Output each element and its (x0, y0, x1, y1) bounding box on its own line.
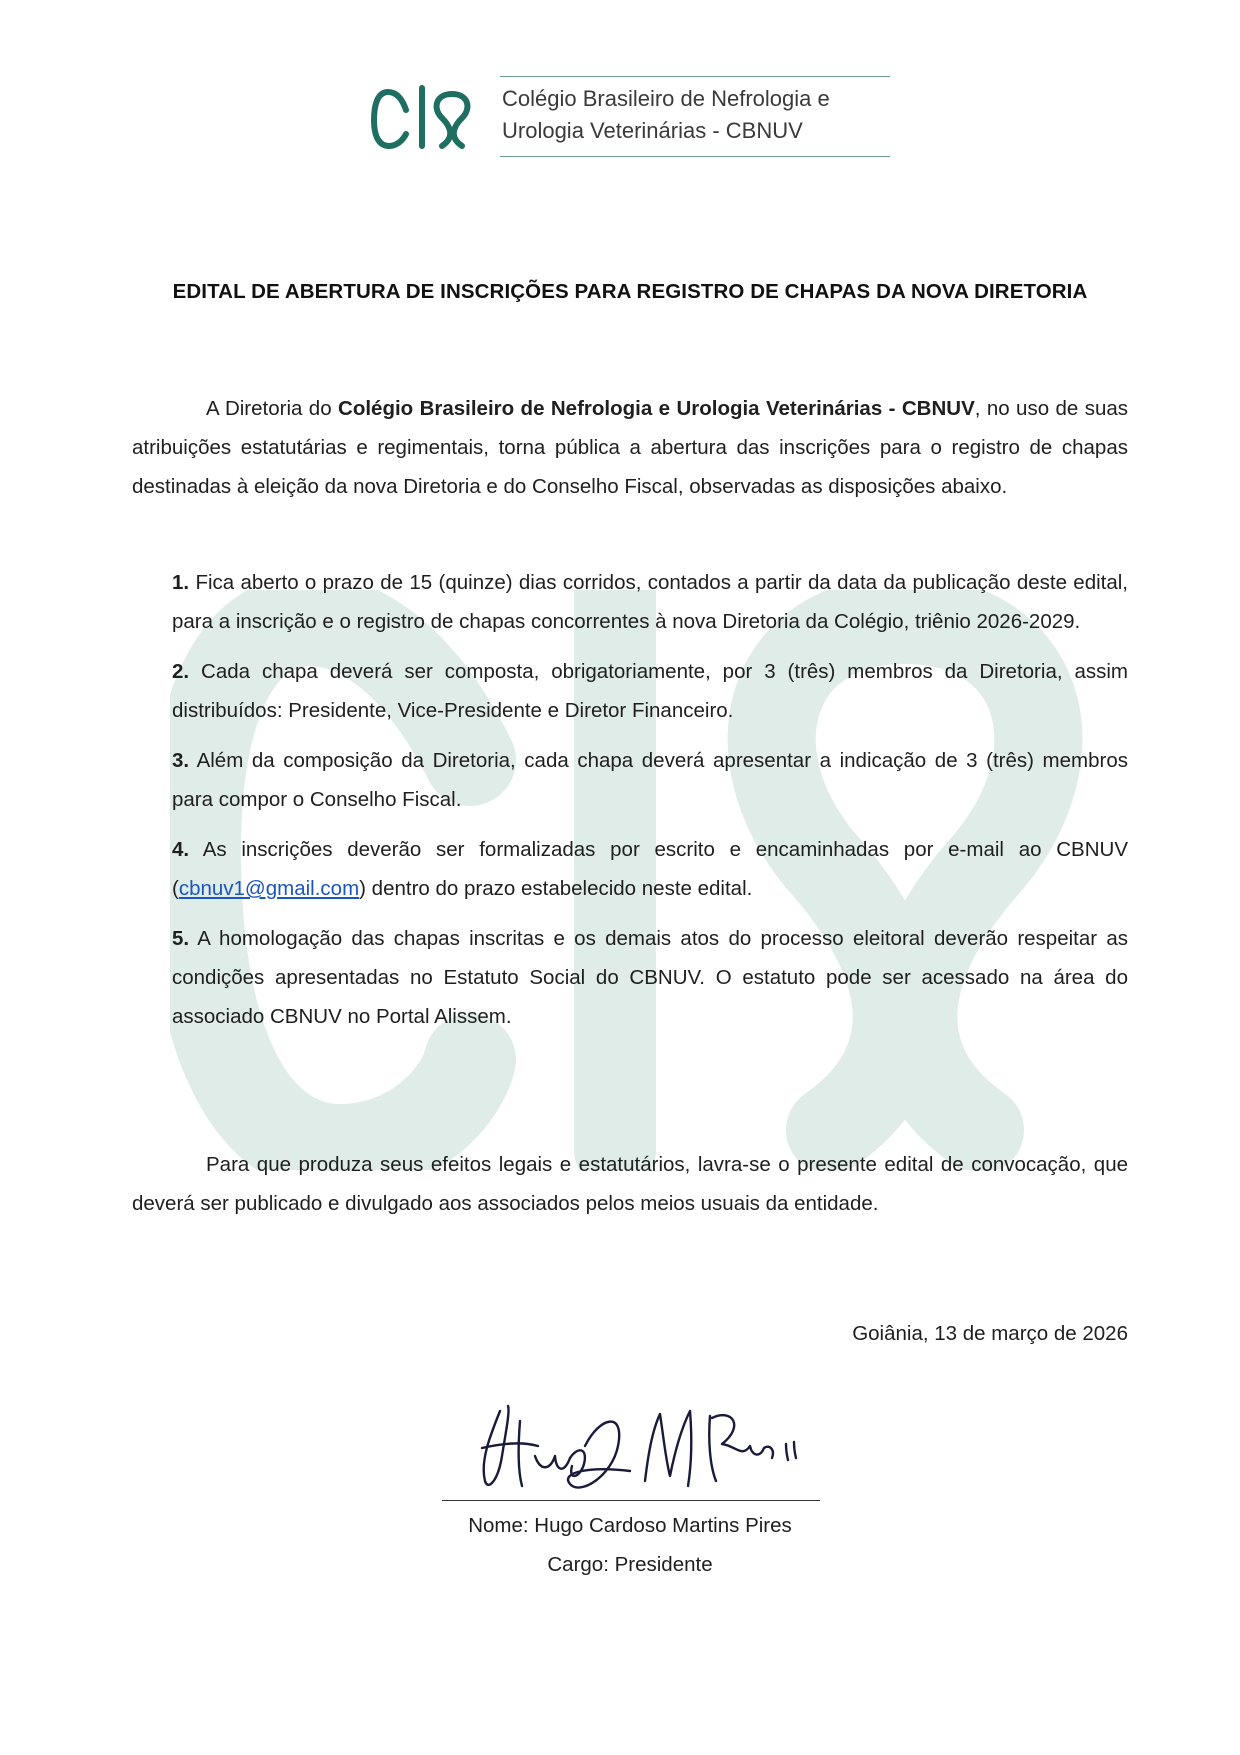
intro-prefix: A Diretoria do (206, 397, 339, 420)
email-link[interactable]: cbnuv1@gmail.com (178, 877, 360, 900)
handwritten-signature (460, 1386, 820, 1506)
item-number: 1. (172, 571, 190, 594)
list-item (172, 652, 1128, 730)
org-name-line1: Colégio Brasileiro de Nefrologia e (502, 86, 830, 111)
item-text: A homologação das chapas inscritas e os demais atos do processo eleitoral deverão respeitar as condições apresentadas no Estatuto Social do CBNUV. O estatuto pode ser acessado na área do associado CBNUV no Portal Alissem. (172, 927, 1128, 1028)
org-name-line2: Urologia Veterinárias - CBNUV (502, 118, 803, 143)
list-item (172, 919, 1128, 1036)
numbered-list (172, 563, 1128, 1047)
item-text: Fica aberto o prazo de 15 (quinze) dias corridos, contados a partir da data da publicação deste edital, para a inscrição e o registro de chapas concorrentes à nova Diretoria da Colégio, triênio 2026-2029. (172, 571, 1128, 633)
item-number: 3. (172, 749, 190, 772)
intro-suffix: , no uso de suas atribuições estatutárias e regimentais, torna pública a abertura das inscrições para o registro de chapas destinadas à eleição da nova Diretoria e do Conselho Fiscal, observadas as disposições abaixo. (132, 397, 1128, 498)
item-number: 5. (172, 927, 190, 950)
item-text: Além da composição da Diretoria, cada chapa deverá apresentar a indicação de 3 (três) membros para compor o Conselho Fiscal. (172, 749, 1128, 811)
closing-paragraph: Para que produza seus efeitos legais e estatutários, lavra-se o presente edital de convocação, que deverá ser publicado e divulgado aos associados pelos meios usuais da entidade. (132, 1153, 1128, 1215)
list-item (172, 563, 1128, 641)
list-item (172, 741, 1128, 819)
item-number: 2. (172, 660, 190, 683)
cbnuv-logo-icon (370, 82, 480, 152)
item-text-after: ) dentro do prazo estabelecido neste edital. (359, 877, 753, 900)
place-date: Goiânia, 13 de março de 2026 (852, 1322, 1128, 1345)
header-rule-top (500, 76, 890, 77)
item-text: Cada chapa deverá ser composta, obrigatoriamente, por 3 (três) membros da Diretoria, assim distribuídos: Presidente, Vice-Presidente e Diretor Financeiro. (172, 660, 1128, 722)
letterhead (370, 76, 890, 158)
signer-role: Cargo: Presidente (547, 1553, 713, 1576)
intro-paragraph (132, 389, 1128, 506)
org-name-bold: Colégio Brasileiro de Nefrologia e Urologia Veterinárias - CBNUV (338, 397, 975, 420)
list-item (172, 830, 1128, 908)
item-number: 4. (172, 838, 190, 861)
item-text-before: As inscrições deverão ser formalizadas por escrito e encaminhadas por e-mail ao CBNUV ( (172, 838, 1128, 900)
document-title: EDITAL DE ABERTURA DE INSCRIÇÕES PARA REGISTRO DE CHAPAS DA NOVA DIRETORIA (172, 280, 1088, 303)
signer-name: Nome: Hugo Cardoso Martins Pires (468, 1514, 792, 1537)
header-rule-bottom (500, 156, 890, 157)
signature-line (442, 1500, 820, 1501)
